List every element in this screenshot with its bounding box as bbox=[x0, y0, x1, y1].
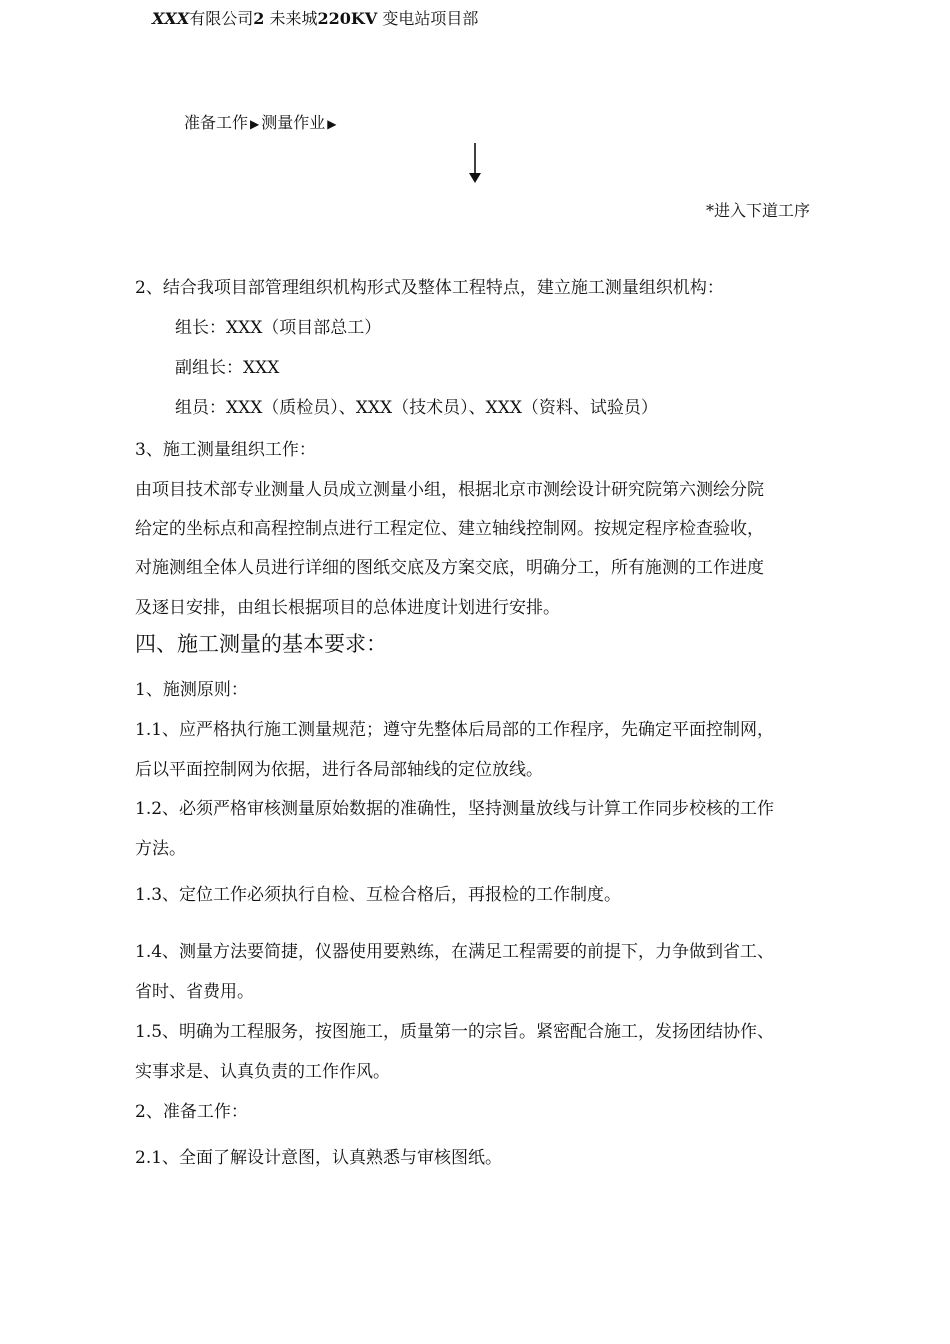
s1-3-line: 1.3、定位工作必须执行自检、互检合格后，再报检的工作制度。 bbox=[135, 885, 622, 905]
s1-title: 1、施测原则： bbox=[135, 680, 248, 700]
down-arrow-icon bbox=[466, 141, 484, 185]
header-company-place: 未来城 bbox=[269, 9, 318, 28]
members-line: 组员：XXX（质检员）、XXX（技术员）、XXX（资料、试验员） bbox=[175, 398, 658, 418]
next-step-label: *进入下道工序 bbox=[706, 201, 811, 220]
flow-arrow-icon: ▶ bbox=[327, 117, 337, 131]
flow-step-measure: 测量作业 bbox=[261, 113, 326, 132]
header-company-mid: 有限公司 bbox=[189, 9, 254, 28]
p3-line: 给定的坐标点和高程控制点进行工程定位、建立轴线控制网。按规定程序检查验收， bbox=[135, 519, 764, 539]
flow-arrow-icon: ▶ bbox=[250, 117, 260, 131]
s1-4-line: 省时、省费用。 bbox=[135, 982, 254, 1002]
s1-5-line: 1.5、明确为工程服务，按图施工，质量第一的宗旨。紧密配合施工，发扬团结协作、 bbox=[135, 1022, 775, 1042]
header-company-prefix: XXX bbox=[152, 9, 190, 28]
flow-step-prepare: 准备工作 bbox=[184, 113, 249, 132]
p3-line: 由项目技术部专业测量人员成立测量小组，根据北京市测绘设计研究院第六测绘分院 bbox=[135, 480, 764, 500]
s1-1-line: 1.1、应严格执行施工测量规范；遵守先整体后局部的工作程序，先确定平面控制网， bbox=[135, 720, 775, 740]
p3-line: 对施测组全体人员进行详细的图纸交底及方案交底，明确分工，所有施测的工作进度 bbox=[135, 558, 764, 578]
header-company-suffix: 变电站项目部 bbox=[382, 9, 479, 28]
p3-title: 3、施工测量组织工作： bbox=[135, 440, 316, 460]
s1-2-line: 方法。 bbox=[135, 839, 186, 859]
s1-1-line: 后以平面控制网为依据，进行各局部轴线的定位放线。 bbox=[135, 760, 543, 780]
s1-4-line: 1.4、测量方法要简捷，仪器使用要熟练，在满足工程需要的前提下，力争做到省工、 bbox=[135, 942, 775, 962]
p3-line: 及逐日安排，由组长根据项目的总体进度计划进行安排。 bbox=[135, 598, 560, 618]
leader-line: 组长：XXX（项目部总工） bbox=[175, 318, 382, 338]
s2-1-line: 2.1、全面了解设计意图，认真熟悉与审核图纸。 bbox=[135, 1148, 503, 1168]
section-4-heading: 四、施工测量的基本要求： bbox=[135, 632, 387, 656]
vice-leader-line: 副组长：XXX bbox=[175, 358, 280, 378]
s2-title: 2、准备工作： bbox=[135, 1102, 248, 1122]
flow-steps bbox=[184, 110, 339, 133]
header-company-voltage: 220KV bbox=[317, 9, 378, 28]
s1-2-line: 1.2、必须严格审核测量原始数据的准确性，坚持测量放线与计算工作同步校核的工作 bbox=[135, 799, 775, 819]
s1-5-line: 实事求是、认真负责的工作作风。 bbox=[135, 1062, 390, 1082]
p2-title: 2、结合我项目部管理组织机构形式及整体工程特点，建立施工测量组织机构： bbox=[135, 278, 724, 298]
header-company-num: 2 bbox=[253, 9, 265, 28]
page-header bbox=[152, 6, 478, 29]
